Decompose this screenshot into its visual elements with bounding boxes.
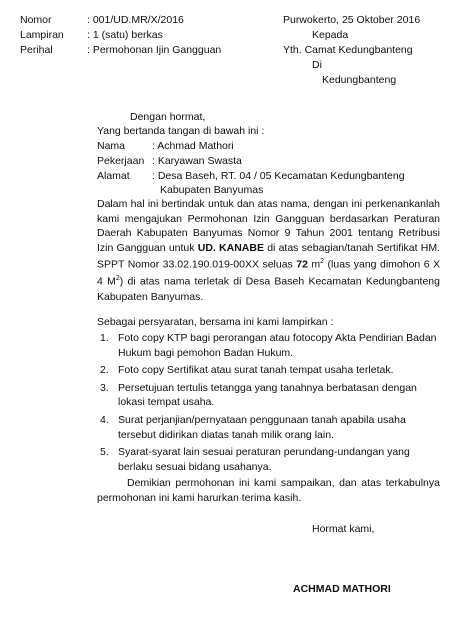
recipient: Yth. Camat Kedungbanteng (283, 44, 413, 56)
list-item: 1. Foto copy KTP bagi perorangan atau fotocopy Akta Pendirian Badan Hukum bagi pemohon Badan Hukum. (100, 332, 437, 359)
intro-line: Yang bertanda tangan di bawah ini : (97, 125, 265, 137)
closing-paragraph: Demikian permohonan ini kami sampaikan, dan atas terkabulnya permohonan ini kami harurkan terima kasih. (97, 477, 440, 504)
company-name: UD. KANABE (197, 241, 264, 254)
di-label: Di (312, 59, 322, 71)
nomor-value: : 001/UD.MR/X/2016 (87, 14, 184, 26)
perihal-label: Perihal (20, 44, 53, 56)
list-item: 2. Foto copy Sertifikat atau surat tanah tempat usaha terletak. (100, 364, 394, 377)
signer-name: ACHMAD MATHORI (293, 583, 391, 595)
list-item: 5. Syarat-syarat lain sesuai peraturan perundang-undangan yang berlaku sesuai bidang usahanya. (100, 446, 410, 473)
pekerjaan-value: : Karyawan Swasta (152, 155, 242, 167)
lampiran-label: Lampiran (20, 29, 64, 41)
alamat-label: Alamat (97, 170, 130, 182)
list-item: 3. Persetujuan tertulis tetangga yang tanahnya berbatasan dengan lokasi tempat usaha. (100, 381, 417, 409)
kepada-label: Kepada (312, 29, 349, 41)
requirements-intro: Sebagai persyaratan, bersama ini kami lampirkan : (97, 316, 334, 328)
greeting: Dengan hormat, (130, 111, 206, 123)
regards: Hormat kami, (312, 523, 375, 535)
nomor-label: Nomor (20, 14, 52, 26)
list-item: 4. Surat perjanjian/pernyataan penggunaan tanah apabila usaha tersebut didirikan diatas tanah milik orang lain. (100, 413, 406, 441)
alamat-value-line1: : Desa Baseh, RT. 04 / 05 Kecamatan Kedungbanteng (152, 170, 405, 182)
requirements-list (97, 331, 442, 477)
recipient-place: Kedungbanteng (322, 74, 397, 86)
perihal-value: : Permohonan Ijin Gangguan (87, 44, 222, 56)
nama-label: Nama (97, 140, 126, 152)
alamat-value-line2: Kabupaten Banyumas (160, 184, 264, 196)
lampiran-value: : 1 (satu) berkas (87, 29, 163, 41)
request-paragraph: Dalam hal ini bertindak untuk dan atas nama, dengan ini perkenankanlah kami mengajukan Permohonan Izin Gangguan berdasarkan Peraturan Daerah Kabupaten Banyumas Nomor 9 Tahun 2001 tentang Retribusi Izin Gangguan untuk UD. KANABE di atas sebagian/tanah Sertifikat HM. SPPT Nomor 33.02.190.019-00XX seluas 72 $m^2$ (luas yang dimohon 6 X 4 $M^2$) di atas nama terletak di Desa Baseh Kecamatan Kedungbanteng Kabupaten Banyumas. (97, 198, 441, 303)
pekerjaan-label: Pekerjaan (97, 155, 145, 167)
area-value: 72 (296, 258, 308, 271)
nama-value: : Achmad Mathori (152, 140, 234, 152)
place-date: Purwokerto, 25 Oktober 2016 (283, 14, 421, 26)
